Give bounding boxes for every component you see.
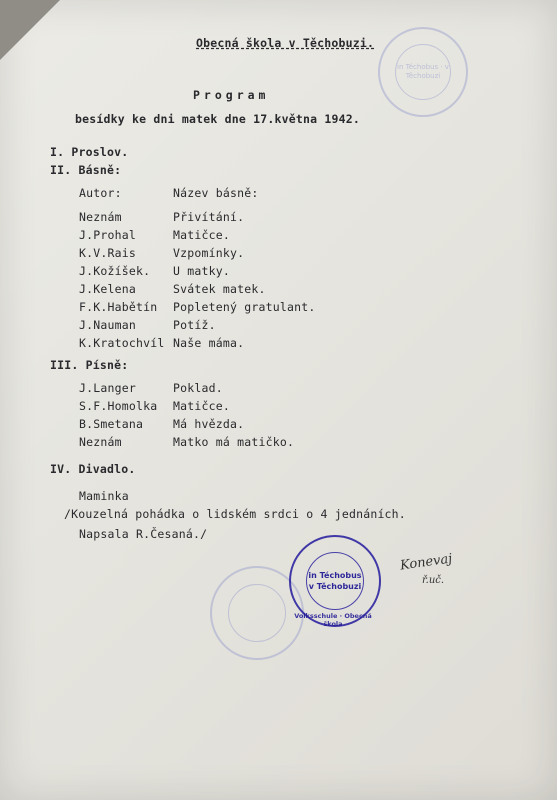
signature: Konevaj (399, 551, 454, 574)
section-proslov: I. Proslov. (50, 145, 129, 159)
document-subtitle: besídky ke dni matek dne 17.května 1942. (75, 112, 360, 126)
poem-author: J.Kelena (79, 282, 136, 296)
poem-title: Svátek matek. (173, 282, 266, 296)
play-name: Maminka (79, 489, 129, 503)
folded-corner (0, 0, 60, 60)
poem-author: F.K.Habětín (79, 300, 158, 314)
poem-author: J.Kožíšek. (79, 264, 151, 278)
song-title: Poklad. (173, 381, 223, 395)
poem-author: K.Kratochvíl (79, 336, 165, 350)
poem-title: Potíž. (173, 318, 216, 332)
poem-title: Naše máma. (173, 336, 245, 350)
song-author: Neznám (79, 435, 122, 449)
top-stamp-text: in Téchobus · v Těchobuzi (397, 63, 449, 80)
song-title: Má hvězda. (173, 417, 245, 431)
poems-title-header: Název básně: (173, 186, 259, 200)
poems-author-header: Autor: (79, 186, 122, 200)
poem-title: Vzpomínky. (173, 246, 245, 260)
signature-role: ř.uč. (422, 575, 445, 586)
poem-title: Matičce. (173, 228, 230, 242)
song-author: S.F.Homolka (79, 399, 158, 413)
poem-author: J.Nauman (79, 318, 136, 332)
poem-title: U matky. (173, 264, 230, 278)
section-pisne: III. Písně: (50, 358, 129, 372)
stamp-outer-text: Volksschule · Obecná škola (294, 612, 372, 628)
poem-author: Neznám (79, 210, 122, 224)
poem-title: Přivítání. (173, 210, 245, 224)
play-author: Napsala R.Česaná./ (79, 527, 208, 541)
top-school-stamp (378, 27, 468, 117)
school-header: Obecná škola v Těchobuzi. (196, 36, 375, 50)
song-title: Matko má matičko. (173, 435, 295, 449)
stamp-line-2: v Těchobuzi (308, 582, 362, 591)
section-divadlo: IV. Divadlo. (50, 462, 136, 476)
song-title: Matičce. (173, 399, 230, 413)
song-author: J.Langer (79, 381, 136, 395)
document-title: Program (193, 88, 270, 102)
play-description: /Kouzelná pohádka o lidském srdci o 4 jednáních. (64, 507, 406, 521)
section-basne: II. Básně: (50, 163, 122, 177)
stamp-line-1: in Téchobus (308, 571, 362, 580)
song-author: B.Smetana (79, 417, 144, 431)
poem-author: J.Prohal (79, 228, 136, 242)
poem-title: Popletený gratulant. (173, 300, 316, 314)
poem-author: K.V.Rais (79, 246, 136, 260)
